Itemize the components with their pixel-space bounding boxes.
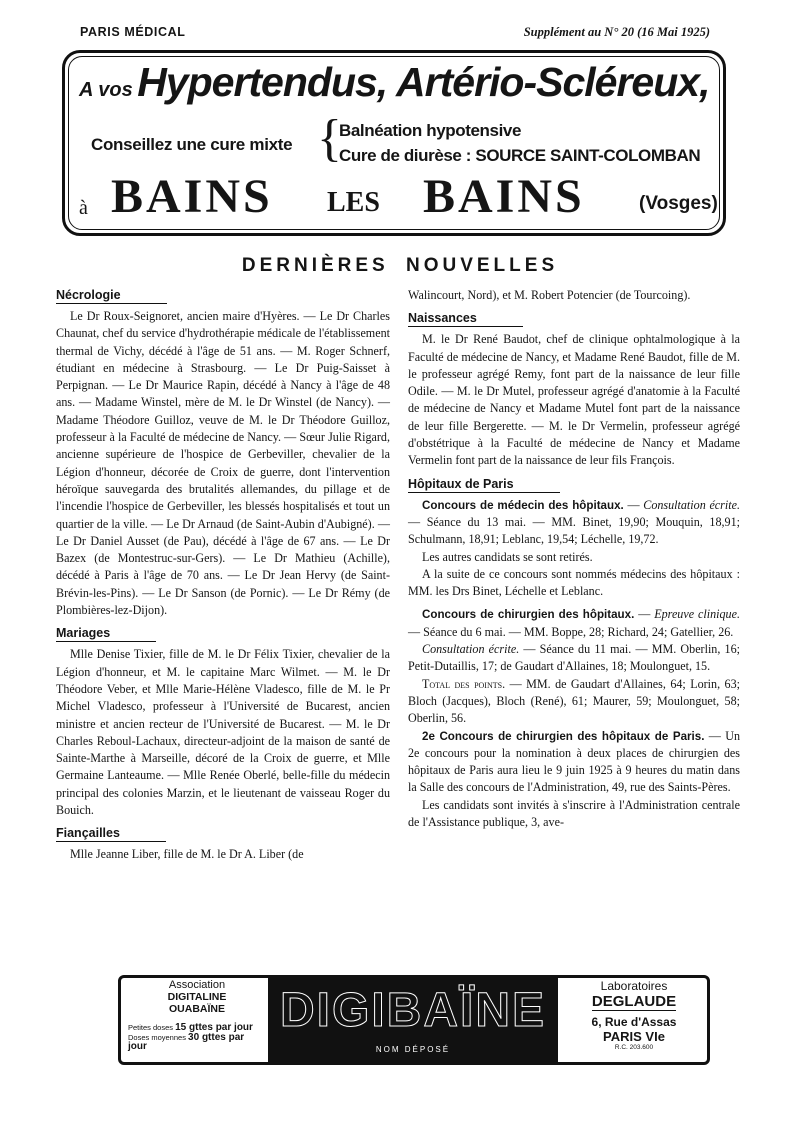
ad-headline (79, 59, 709, 109)
consultation-results: — Séance du 11 mai. — MM. Oberlin, 16; Petit-Dutaillis, 17; de Gaudart d'Allaines, 18; Moulonguet, 15. (408, 642, 740, 674)
concours-medecin: Concours de médecin des hôpitaux. — Consultation écrite. — Séance du 13 mai. — MM. Binet, 19,90; Mouquin, 18,91; Schulmann, 18,91; Leblanc, 19,54; Léchelle, 19,72. (408, 497, 740, 547)
section-title-naissances: Naissances (408, 310, 523, 327)
issue-reference: Supplément au N° 20 (16 Mai 1925) (523, 25, 710, 39)
ad-prefix: A vos (79, 79, 133, 101)
concours-medecin-nommes: A la suite de ce concours sont nommés médecins des hôpitaux : MM. les Drs Binet, Léchelle et Leblanc. (408, 566, 740, 599)
consultation-label: Consultation écrite. (422, 642, 520, 657)
advertisement-digibaine (118, 975, 710, 1065)
right-column (408, 287, 740, 831)
ad-les: LES (327, 187, 380, 218)
necrologie-text: Le Dr Roux-Seignoret, ancien maire d'Hyères. — Le Dr Charles Chaunat, chef du service d'hydrothérapie médicale de l'établissement thermal de Vichy, décédé à l'âge de 51 ans. — M. Roger Schnerf, étudiant en médecine à Strasbourg. — Le Dr Puig-Saisset à Perpignan. — Le Dr Maurice Rapin, décédé à Nancy à l'âge de 48 ans. — Madame Winstel, mère de M. le Dr Winstel (de Nancy). — Madame Théodore Guilloz, veuve de M. le Dr Théodore Guilloz, professeur à la Faculté de médecine de Nancy. — Sœur Julie Rigard, ancienne supérieure de l'hospice de Gerbeviller, chevalier de la Légion d'honneur, décorée de Croix de guerre, dont l'intervention héroïque sauvegarda des brutalités allemandes, du pillage et de l'incendie l'hospice de Gerbeviller, les blessés hospitalisés et tout un quartier de la ville. — Le Dr Arnaud (de Saint-Aubin d'Aubigné). — Le Dr Daniel Ausset (de Pau), décédé à l'âge de 67 ans. — Le Dr Bazex (de Montestruc-sur-Gers). — Le Dr Mathieu (Achille), décédé à Paris à l'âge de 70 ans. — Le Dr Jean Hervy (de Saint-Brévin-les-Pins). — Le Dr Sanson (de Pornic). — Le Dr Rémy (de Plombières-lez-Dijon). (56, 309, 390, 618)
lab-label: Laboratoires (600, 979, 668, 993)
ouabaine-label: OUABAÏNE (168, 1003, 225, 1015)
concours-medecin-epreuve: Consultation écrite. (643, 497, 740, 512)
left-column (56, 287, 390, 864)
brand-name: DIGIBAÏNE (279, 984, 546, 1037)
ad-location (79, 170, 718, 223)
page-title: DERNIÈRES NOUVELLES (241, 255, 559, 276)
ad-laboratory (564, 979, 704, 1051)
dose-medium (128, 1033, 262, 1052)
ad-brace: { (317, 110, 342, 167)
ad-doses (128, 1023, 262, 1052)
ad-bains-1: BAINS (111, 170, 273, 223)
advertisement-bains-les-bains (62, 50, 726, 236)
mariages-text: Mlle Denise Tixier, fille de M. le Dr Félix Tixier, chevalier de la Légion d'honneur, et M. le capitaine Marc Wilmet. — M. le Dr Théodore Veber, et Mlle Marie-Hélène Vladesco, fille de M. le Pr Michel Vladesco, professeur à l'Université de Bucarest, ancien ministre et ancien recteur de l'Université de Bucarest. — M. le Dr Charles Reboul-Lachaux, directeur-adjoint de la maison de santé de Sainte-Marthe à Marseille, décoré de la Croix de guerre, et Mlle Germaine Lanteaume. — Mlle Renée Oberlé, belle-fille du médecin principal des colonies Marzin, et le lieutenant de vaisseau Roger du Bouich. (56, 647, 390, 818)
running-header (80, 25, 710, 43)
nom-depose: NOM DÉPOSÉ (375, 1045, 451, 1054)
concours-medecin-title: Concours de médecin des hôpitaux. (422, 498, 624, 512)
section-title-fiancailles: Fiançailles (56, 825, 166, 842)
total-label: Total des points. (422, 676, 506, 691)
ad-region: (Vosges) (639, 193, 718, 214)
lab-name: DEGLAUDE (591, 993, 677, 1010)
concours-chirurgien-epreuve: Epreuve clinique. (654, 607, 740, 622)
lab-registry: R.C. 203.600 (614, 1044, 654, 1051)
ad-association (128, 979, 266, 1015)
concours-chirurgien-total (408, 676, 740, 728)
section-title-hopitaux: Hôpitaux de Paris (408, 476, 560, 493)
ad-advice: Conseillez une cure mixte (91, 135, 293, 154)
journal-name: PARIS MÉDICAL (80, 25, 186, 39)
dose-medium-label: Doses moyennes (128, 1032, 186, 1042)
second-concours-inscription: Les candidats sont invités à s'inscrire à l'Administration centrale de l'Assistance publique, 3, ave- (408, 797, 740, 830)
second-concours-text: — Un 2e concours pour la nomination à deux places de chirurgien des hôpitaux de Paris aura lieu le 9 juin 1925 à 9 heures du matin dans la Salle des concours de l'Administration, 49, rue des Saints-Pères. (408, 728, 741, 795)
naissances-text: M. le Dr René Baudot, chef de clinique ophtalmologique à la Faculté de médecine de Nancy, et Madame René Baudot, fille de M. le professeur agrégé Remy, font part de la naissance de leur fille Odile. — M. le Dr Mutel, professeur agrégé d'anatomie à la Faculté de médecine de Nancy et Madame Mutel font part de la naissance de leur fille Bergerette. — M. le Dr Vermelin, professeur agrégé d'obstétrique à la Faculté de médecine de Nancy et Madame Vermelin font part de la naissance de leur fils François. (408, 332, 740, 468)
fiancailles-text: Mlle Jeanne Liber, fille de M. le Dr A. Liber (de (70, 847, 304, 862)
concours-chirurgien-results: — Séance du 6 mai. — MM. Boppe, 28; Richard, 24; Gatellier, 26. (408, 624, 734, 639)
section-title-necrologie: Nécrologie (56, 287, 167, 304)
ad-cure-1: Balnéation hypotensive (339, 121, 522, 140)
second-concours (408, 728, 740, 797)
lab-city: PARIS VIe (603, 1029, 665, 1044)
concours-medecin-retires: Les autres candidats se sont retirés. (422, 549, 593, 564)
concours-chirurgien-consultation (408, 641, 740, 676)
dose-small-label: Petites doses (128, 1023, 174, 1032)
lab-street: 6, Rue d'Assas (591, 1015, 677, 1029)
dose-medium-value: 30 gttes par jour (128, 1031, 245, 1052)
section-title-mariages: Mariages (56, 625, 156, 642)
concours-medecin-results: — Séance du 13 mai. — MM. Binet, 19,90; Mouquin, 18,91; Schulmann, 18,91; Leblanc, 19,54; Léchelle, 19,72. (408, 514, 740, 547)
ad-a: à (79, 197, 88, 219)
second-concours-title: 2e Concours de chirurgien des hôpitaux de Paris. (422, 729, 705, 743)
digitaline-label: DIGITALINE (167, 991, 227, 1003)
dose-small-value: 15 gttes par jour (175, 1022, 253, 1033)
concours-chirurgien-title: Concours de chirurgien des hôpitaux. (422, 608, 635, 622)
ad-cure-2: Cure de diurèse : SOURCE SAINT-COLOMBAN (339, 146, 701, 165)
ad-headline-text: Hypertendus, Artério-Scléreux, (137, 59, 710, 105)
total-results: — MM. de Gaudart d'Allaines, 64; Lorin, 63; Bloch (Jacques), Bloch (René), 61; Maurer, 59; Moulonguet, 58; Oberlin, 56. (408, 676, 740, 726)
ad-bains-2: BAINS (423, 170, 585, 223)
brand-panel (268, 975, 558, 1065)
concours-chirurgien: Concours de chirurgien des hôpitaux. — Epreuve clinique. — Séance du 6 mai. — MM. Boppe, 28; Richard, 24; Gatellier, 26. (408, 607, 740, 639)
association-label: Association (168, 979, 226, 991)
fiancailles-continued: Walincourt, Nord), et M. Robert Potencier (de Tourcoing). (408, 288, 691, 302)
